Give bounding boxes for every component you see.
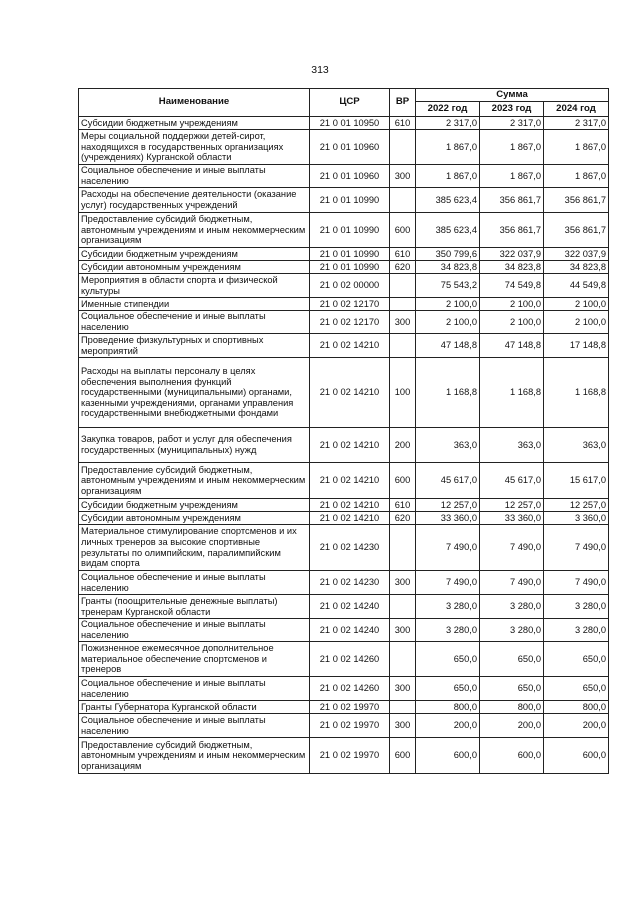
cell-2023: 1 867,0	[480, 165, 544, 188]
cell-csr: 21 0 01 10990	[310, 188, 390, 213]
cell-2022: 350 799,6	[416, 248, 480, 261]
cell-2023: 12 257,0	[480, 499, 544, 512]
cell-name: Проведение физкультурных и спортивных мероприятий	[79, 334, 310, 358]
cell-csr: 21 0 01 10990	[310, 261, 390, 274]
cell-2022: 800,0	[416, 701, 480, 714]
cell-name: Субсидии бюджетным учреждениям	[79, 248, 310, 261]
cell-2024: 650,0	[544, 677, 609, 701]
table-row	[79, 311, 609, 334]
cell-2022: 12 257,0	[416, 499, 480, 512]
table-row	[79, 595, 609, 619]
cell-csr: 21 0 02 14210	[310, 358, 390, 428]
cell-2023: 7 490,0	[480, 571, 544, 595]
table-row	[79, 525, 609, 571]
cell-2023: 3 280,0	[480, 595, 544, 619]
header-csr: ЦСР	[310, 89, 390, 117]
table-row	[79, 714, 609, 738]
cell-2024: 600,0	[544, 738, 609, 774]
cell-2023: 3 280,0	[480, 619, 544, 642]
table-row	[79, 571, 609, 595]
cell-csr: 21 0 02 14210	[310, 512, 390, 525]
cell-csr: 21 0 02 19970	[310, 714, 390, 738]
cell-name: Субсидии бюджетным учреждениям	[79, 117, 310, 130]
cell-csr: 21 0 02 14210	[310, 463, 390, 499]
cell-csr: 21 0 02 14210	[310, 428, 390, 463]
cell-2023: 800,0	[480, 701, 544, 714]
cell-2023: 34 823,8	[480, 261, 544, 274]
cell-vr	[390, 334, 416, 358]
table-row	[79, 165, 609, 188]
cell-2023: 2 100,0	[480, 311, 544, 334]
cell-2024: 2 100,0	[544, 298, 609, 311]
table-row	[79, 738, 609, 774]
cell-2023: 1 867,0	[480, 130, 544, 165]
table-row	[79, 188, 609, 213]
cell-csr: 21 0 02 12170	[310, 298, 390, 311]
cell-csr: 21 0 02 19970	[310, 738, 390, 774]
cell-2024: 356 861,7	[544, 188, 609, 213]
cell-2022: 75 543,2	[416, 274, 480, 298]
table-row	[79, 130, 609, 165]
cell-2022: 650,0	[416, 642, 480, 677]
cell-csr: 21 0 02 14230	[310, 525, 390, 571]
cell-vr	[390, 525, 416, 571]
cell-2023: 47 148,8	[480, 334, 544, 358]
cell-2024: 7 490,0	[544, 571, 609, 595]
cell-2022: 3 280,0	[416, 595, 480, 619]
cell-2022: 47 148,8	[416, 334, 480, 358]
cell-2024: 800,0	[544, 701, 609, 714]
cell-vr	[390, 298, 416, 311]
table-row	[79, 463, 609, 499]
cell-2022: 600,0	[416, 738, 480, 774]
cell-vr	[390, 701, 416, 714]
cell-vr: 300	[390, 714, 416, 738]
cell-2024: 2 317,0	[544, 117, 609, 130]
cell-csr: 21 0 01 10990	[310, 213, 390, 248]
cell-vr: 300	[390, 619, 416, 642]
cell-name: Гранты Губернатора Курганской области	[79, 701, 310, 714]
cell-2023: 363,0	[480, 428, 544, 463]
header-sum: Сумма	[416, 89, 609, 102]
cell-vr: 100	[390, 358, 416, 428]
cell-name: Мероприятия в области спорта и физической культуры	[79, 274, 310, 298]
table-row	[79, 213, 609, 248]
cell-2024: 3 280,0	[544, 619, 609, 642]
cell-name: Меры социальной поддержки детей-сирот, находящихся в государственных организациях (учреждениях) Курганской области	[79, 130, 310, 165]
cell-2023: 2 317,0	[480, 117, 544, 130]
cell-2023: 33 360,0	[480, 512, 544, 525]
cell-2022: 2 100,0	[416, 311, 480, 334]
table-row	[79, 701, 609, 714]
cell-csr: 21 0 01 10960	[310, 130, 390, 165]
cell-2022: 7 490,0	[416, 571, 480, 595]
cell-2022: 650,0	[416, 677, 480, 701]
cell-2023: 1 168,8	[480, 358, 544, 428]
cell-name: Гранты (поощрительные денежные выплаты) тренерам Курганской области	[79, 595, 310, 619]
cell-name: Именные стипендии	[79, 298, 310, 311]
cell-csr: 21 0 02 14260	[310, 642, 390, 677]
cell-2024: 34 823,8	[544, 261, 609, 274]
cell-name: Субсидии автономным учреждениям	[79, 261, 310, 274]
cell-2023: 650,0	[480, 677, 544, 701]
cell-name: Социальное обеспечение и иные выплаты населению	[79, 619, 310, 642]
cell-csr: 21 0 02 14240	[310, 595, 390, 619]
cell-vr: 620	[390, 512, 416, 525]
cell-2024: 12 257,0	[544, 499, 609, 512]
header-vr: ВР	[390, 89, 416, 117]
cell-2024: 2 100,0	[544, 311, 609, 334]
cell-vr: 610	[390, 248, 416, 261]
cell-vr: 610	[390, 499, 416, 512]
cell-vr	[390, 642, 416, 677]
cell-vr: 600	[390, 213, 416, 248]
cell-2023: 356 861,7	[480, 213, 544, 248]
cell-2024: 3 360,0	[544, 512, 609, 525]
cell-2023: 200,0	[480, 714, 544, 738]
cell-2024: 650,0	[544, 642, 609, 677]
budget-table	[78, 88, 609, 774]
cell-name: Субсидии автономным учреждениям	[79, 512, 310, 525]
cell-2022: 1 867,0	[416, 165, 480, 188]
cell-2024: 1 867,0	[544, 130, 609, 165]
cell-2024: 363,0	[544, 428, 609, 463]
cell-name: Субсидии бюджетным учреждениям	[79, 499, 310, 512]
cell-2023: 356 861,7	[480, 188, 544, 213]
cell-2023: 74 549,8	[480, 274, 544, 298]
cell-2024: 17 148,8	[544, 334, 609, 358]
table-row	[79, 677, 609, 701]
cell-csr: 21 0 02 14230	[310, 571, 390, 595]
cell-vr: 300	[390, 311, 416, 334]
cell-2022: 385 623,4	[416, 188, 480, 213]
cell-vr	[390, 130, 416, 165]
cell-2024: 3 280,0	[544, 595, 609, 619]
cell-2022: 45 617,0	[416, 463, 480, 499]
cell-csr: 21 0 01 10950	[310, 117, 390, 130]
cell-csr: 21 0 02 14210	[310, 334, 390, 358]
cell-vr: 600	[390, 463, 416, 499]
cell-2022: 7 490,0	[416, 525, 480, 571]
table-row	[79, 261, 609, 274]
table-header	[79, 89, 609, 117]
cell-vr: 200	[390, 428, 416, 463]
cell-csr: 21 0 02 14260	[310, 677, 390, 701]
cell-2022: 2 100,0	[416, 298, 480, 311]
cell-name: Материальное стимулирование спортсменов и их личных тренеров за высокие спортивные результаты по олимпийским, паралимпийским видам спорта	[79, 525, 310, 571]
cell-vr: 300	[390, 571, 416, 595]
cell-vr: 300	[390, 165, 416, 188]
cell-csr: 21 0 02 19970	[310, 701, 390, 714]
cell-2022: 1 168,8	[416, 358, 480, 428]
header-year-2024: 2024 год	[544, 102, 609, 117]
cell-2024: 1 867,0	[544, 165, 609, 188]
cell-2022: 3 280,0	[416, 619, 480, 642]
cell-2023: 650,0	[480, 642, 544, 677]
cell-vr	[390, 595, 416, 619]
table-body	[79, 117, 609, 774]
cell-vr	[390, 274, 416, 298]
cell-2023: 322 037,9	[480, 248, 544, 261]
cell-2022: 363,0	[416, 428, 480, 463]
table-row	[79, 512, 609, 525]
cell-name: Социальное обеспечение и иные выплаты населению	[79, 571, 310, 595]
cell-name: Предоставление субсидий бюджетным, автономным учреждениям и иным некоммерческим организациям	[79, 738, 310, 774]
cell-name: Закупка товаров, работ и услуг для обеспечения государственных (муниципальных) нужд	[79, 428, 310, 463]
cell-csr: 21 0 02 00000	[310, 274, 390, 298]
cell-csr: 21 0 02 14210	[310, 499, 390, 512]
cell-2022: 1 867,0	[416, 130, 480, 165]
cell-csr: 21 0 01 10960	[310, 165, 390, 188]
table-row	[79, 499, 609, 512]
header-name: Наименование	[79, 89, 310, 117]
cell-name: Расходы на выплаты персоналу в целях обеспечения выполнения функций государственными (муниципальными) органами, казенными учреждениями, органами управления государственными внебюджетными фондами	[79, 358, 310, 428]
cell-2024: 7 490,0	[544, 525, 609, 571]
cell-2022: 200,0	[416, 714, 480, 738]
header-year-2023: 2023 год	[480, 102, 544, 117]
table-row	[79, 642, 609, 677]
cell-2022: 2 317,0	[416, 117, 480, 130]
cell-name: Социальное обеспечение и иные выплаты населению	[79, 311, 310, 334]
cell-2024: 15 617,0	[544, 463, 609, 499]
table-row	[79, 428, 609, 463]
cell-2024: 1 168,8	[544, 358, 609, 428]
table-row	[79, 248, 609, 261]
cell-name: Социальное обеспечение и иные выплаты населению	[79, 714, 310, 738]
cell-2024: 322 037,9	[544, 248, 609, 261]
cell-name: Пожизненное ежемесячное дополнительное материальное обеспечение спортсменов и тренеров	[79, 642, 310, 677]
page-number: 313	[311, 64, 329, 76]
table-row	[79, 334, 609, 358]
cell-name: Социальное обеспечение и иные выплаты населению	[79, 165, 310, 188]
cell-csr: 21 0 01 10990	[310, 248, 390, 261]
table-row	[79, 619, 609, 642]
cell-vr: 610	[390, 117, 416, 130]
table-row	[79, 298, 609, 311]
table-row	[79, 274, 609, 298]
cell-2022: 34 823,8	[416, 261, 480, 274]
cell-2024: 356 861,7	[544, 213, 609, 248]
cell-2024: 44 549,8	[544, 274, 609, 298]
header-year-2022: 2022 год	[416, 102, 480, 117]
cell-name: Социальное обеспечение и иные выплаты населению	[79, 677, 310, 701]
cell-2023: 2 100,0	[480, 298, 544, 311]
cell-2022: 385 623,4	[416, 213, 480, 248]
cell-vr: 300	[390, 677, 416, 701]
cell-vr: 620	[390, 261, 416, 274]
cell-2023: 45 617,0	[480, 463, 544, 499]
cell-name: Расходы на обеспечение деятельности (оказание услуг) государственных учреждений	[79, 188, 310, 213]
cell-2023: 600,0	[480, 738, 544, 774]
cell-name: Предоставление субсидий бюджетным, автономным учреждениям и иным некоммерческим организациям	[79, 213, 310, 248]
cell-2022: 33 360,0	[416, 512, 480, 525]
cell-2024: 200,0	[544, 714, 609, 738]
cell-csr: 21 0 02 12170	[310, 311, 390, 334]
cell-vr	[390, 188, 416, 213]
cell-vr: 600	[390, 738, 416, 774]
cell-2023: 7 490,0	[480, 525, 544, 571]
table-row	[79, 358, 609, 428]
table-row	[79, 117, 609, 130]
cell-csr: 21 0 02 14240	[310, 619, 390, 642]
cell-name: Предоставление субсидий бюджетным, автономным учреждениям и иным некоммерческим организациям	[79, 463, 310, 499]
